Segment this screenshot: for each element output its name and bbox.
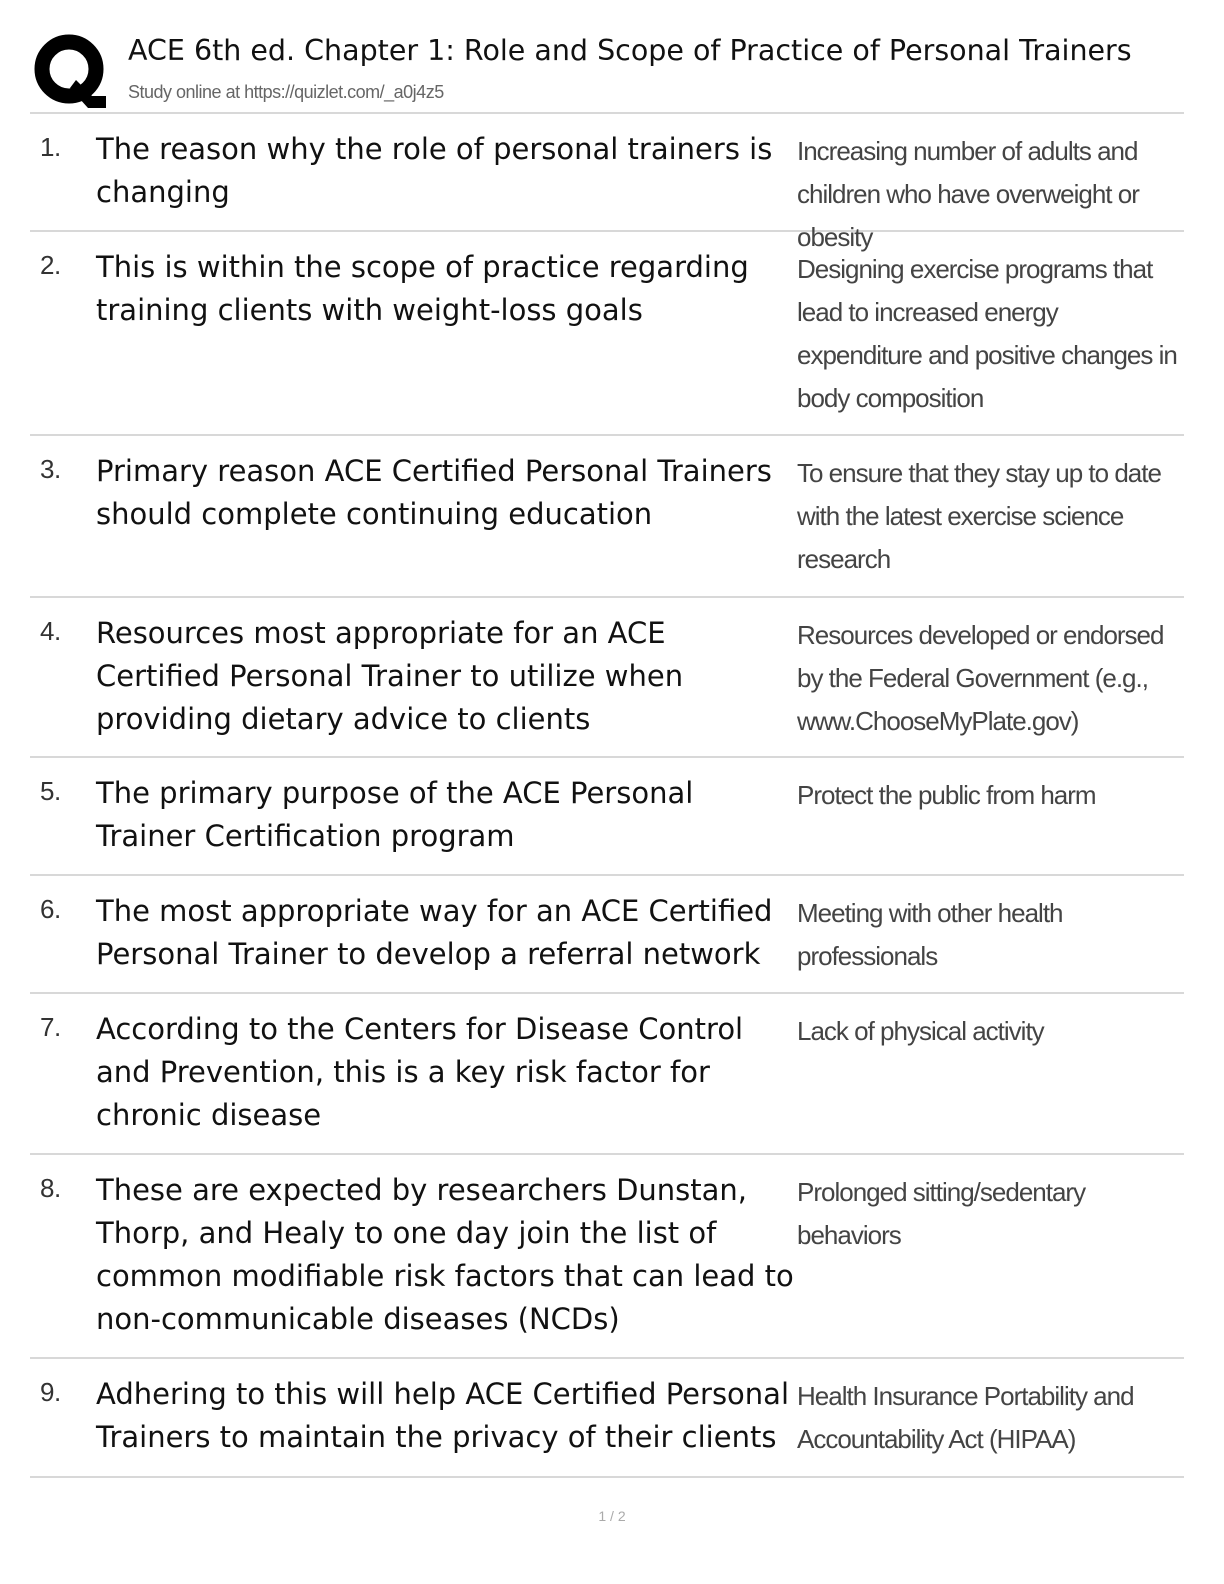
page-title: ACE 6th ed. Chapter 1: Role and Scope of Practice of Personal Trainers: [128, 34, 1132, 67]
card-term: The primary purpose of the ACE Personal Trainer Certification program: [96, 776, 694, 853]
flashcard-row: [30, 876, 1184, 994]
card-definition: Health Insurance Portability and Accountability Act (HIPAA): [797, 1381, 1134, 1454]
card-term: Resources most appropriate for an ACE Certified Personal Trainer to utilize when providing dietary advice to clients: [96, 616, 684, 736]
card-definition: Lack of physical activity: [797, 1016, 1044, 1046]
flashcard-list: [30, 114, 1184, 1478]
page-number: 1 / 2: [598, 1508, 626, 1524]
card-number: 3.: [40, 454, 61, 484]
card-number: 9.: [40, 1377, 61, 1407]
flashcard-row: [30, 1155, 1184, 1359]
card-number: 8.: [40, 1173, 61, 1203]
card-number: 1.: [40, 132, 61, 162]
card-definition: Protect the public from harm: [797, 780, 1096, 810]
card-definition: Designing exercise programs that lead to increased energy expenditure and positive changes in body composition: [797, 254, 1177, 413]
card-definition: Increasing number of adults and children who have overweight or obesity: [797, 136, 1139, 252]
card-definition: To ensure that they stay up to date with the latest exercise science research: [797, 458, 1161, 574]
flashcard-row: [30, 1359, 1184, 1478]
card-definition: Resources developed or endorsed by the Federal Government (e.g., www.ChooseMyPlate.gov): [797, 620, 1164, 736]
page-subtitle: Study online at https://quizlet.com/_a0j4z5: [128, 82, 444, 102]
card-number: 2.: [40, 250, 61, 280]
card-definition: Prolonged sitting/sedentary behaviors: [797, 1177, 1086, 1250]
card-number: 5.: [40, 776, 61, 806]
card-definition: Meeting with other health professionals: [797, 898, 1063, 971]
page-header: [30, 28, 1184, 112]
card-term: Primary reason ACE Certified Personal Trainers should complete continuing education: [96, 454, 772, 531]
flashcard-row: [30, 114, 1184, 252]
card-term: These are expected by researchers Dunstan, Thorp, and Healy to one day join the list of common modifiable risk factors that can lead to non-communicable diseases (NCDs): [96, 1173, 794, 1336]
card-term: The reason why the role of personal trainers is changing: [96, 132, 773, 209]
card-term: The most appropriate way for an ACE Certified Personal Trainer to develop a referral network: [96, 894, 773, 971]
flashcard-row: [30, 436, 1184, 598]
card-term: According to the Centers for Disease Control and Prevention, this is a key risk factor for chronic disease: [96, 1012, 744, 1132]
card-term: Adhering to this will help ACE Certified Personal Trainers to maintain the privacy of their clients: [96, 1377, 789, 1454]
flashcard-row: [30, 994, 1184, 1155]
card-number: 7.: [40, 1012, 61, 1042]
flashcard-row: [30, 232, 1184, 436]
card-term: This is within the scope of practice regarding training clients with weight-loss goals: [96, 250, 749, 327]
flashcard-row: [30, 758, 1184, 876]
quizlet-logo-icon: [32, 32, 108, 108]
card-number: 6.: [40, 894, 61, 924]
flashcard-row: [30, 598, 1184, 758]
card-number: 4.: [40, 616, 61, 646]
